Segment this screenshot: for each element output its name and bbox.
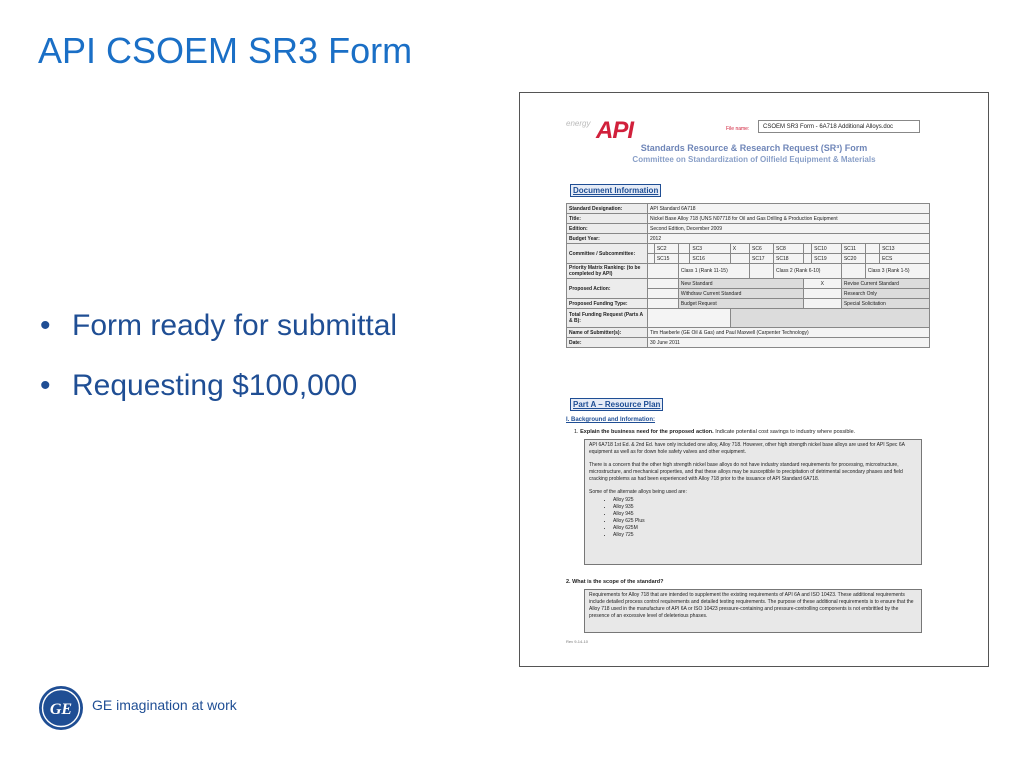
table-label: Proposed Funding Type:	[567, 299, 648, 309]
answer-paragraph: Some of the alternate alloys being used are:	[589, 489, 687, 495]
committee-cell: SC19	[812, 254, 842, 264]
committee-check	[865, 244, 879, 254]
committee-cell: SC3	[690, 244, 730, 254]
table-label: Name of Submitter(s):	[567, 328, 648, 338]
table-value: Tim Haeberle (GE Oil & Gas) and Paul Maxwell (Carpenter Technology)	[648, 328, 930, 338]
committee-cell: SC17	[750, 254, 774, 264]
action-new-standard: New Standard	[678, 279, 803, 289]
total-funding-value	[648, 309, 731, 328]
committee-cell: SC2	[654, 244, 678, 254]
ge-logo-text: GE	[49, 701, 73, 718]
priority-check	[648, 264, 679, 279]
bullet-item	[40, 296, 397, 356]
table-label: Date:	[567, 338, 648, 348]
question-2: 2. What is the scope of the standard?	[566, 579, 664, 585]
table-row	[567, 328, 930, 338]
table-value: Nickel Base Alloy 718 (UNS N07718 for Oil and Gas Drilling & Production Equipment	[648, 214, 930, 224]
table-value: Second Edition, December 2009	[648, 224, 930, 234]
question-1-rest: Indicate potential cost savings to industry where possible.	[715, 429, 856, 435]
committee-cell: SC20	[841, 254, 865, 264]
priority-class-2: Class 2 (Rank 6-10)	[774, 264, 842, 279]
funding-special: Special Solicitation	[841, 299, 929, 309]
committee-check	[678, 244, 690, 254]
answer-paragraph: There is a concern that the other high strength nickel base alloys do not have industry standard requirements for processing, microstructure, microstructure, and mechanical properties, and that these alloys may be susceptible to precipitation of detrimental secondary phases and field cracking problems as had been experienced with Alloy 718 prior to the issuance of API Standard 6A718.	[589, 462, 903, 482]
list-item: • Alloy 725	[613, 532, 917, 539]
answer-1-box	[584, 439, 922, 565]
committee-check	[648, 244, 655, 254]
table-label: Priority Matrix Ranking: (to be completed by API)	[567, 264, 648, 279]
action-research: Research Only	[841, 289, 929, 299]
bullet-text: Form ready for submittal	[72, 309, 398, 342]
table-row	[567, 224, 930, 234]
priority-check	[841, 264, 865, 279]
question-1-bold: Explain the business need for the proposed action.	[580, 429, 714, 435]
action-revise: Revise Current Standard	[841, 279, 929, 289]
background-heading: I. Background and Information:	[566, 417, 656, 423]
committee-cell: SC6	[750, 244, 774, 254]
document-info-table	[566, 203, 930, 348]
action-check	[803, 289, 841, 299]
committee-check	[803, 254, 811, 264]
table-row	[567, 309, 930, 328]
answer-2-box: Requirements for Alloy 718 that are intended to supplement the existing requirements of API 6A and ISO 10423. These additional requirements include detailed process control requirements and detailed testing requirements. The purpose of these additional requirements is to ensure that the Alloy 718 used in the manufacture of API 6A or ISO 10423 pressure-containing and pressure-controlling components is not embrittled by the presence of an excessive level of deleterious phases.	[584, 589, 922, 633]
table-label: Budget Year:	[567, 234, 648, 244]
total-funding-blank	[730, 309, 929, 328]
priority-class-1: Class 1 (Rank 11-15)	[678, 264, 749, 279]
table-row	[567, 214, 930, 224]
priority-check	[750, 264, 774, 279]
table-row	[567, 244, 930, 254]
api-logo: API	[596, 117, 634, 144]
table-label: Title:	[567, 214, 648, 224]
bullet-text: Requesting $100,000	[72, 369, 358, 402]
committee-check	[730, 254, 749, 264]
committee-cell: SC18	[774, 254, 804, 264]
ge-logo-icon	[38, 685, 84, 731]
bullet-dot: •	[40, 309, 51, 342]
committee-cell: ECS	[880, 254, 930, 264]
committee-check	[678, 254, 690, 264]
bullet-list	[40, 296, 397, 416]
committee-cell: SC13	[880, 244, 930, 254]
list-item: • Alloy 945	[613, 511, 917, 518]
table-value: 30 June 2011	[648, 338, 930, 348]
action-check-marked: X	[803, 279, 841, 289]
action-check	[648, 279, 679, 289]
slide-title: API CSOEM SR3 Form	[38, 30, 413, 71]
file-name-label: File name:	[726, 126, 750, 132]
energy-label: energy	[566, 119, 591, 128]
form-subtitle: Committee on Standardization of Oilfield Equipment & Materials	[632, 155, 876, 164]
funding-check	[648, 299, 679, 309]
table-label: Total Funding Request (Parts A & B):	[567, 309, 648, 328]
revision-label: Rev 9-14-10	[566, 639, 589, 644]
funding-budget: Budget Request	[678, 299, 803, 309]
sr3-form-document	[519, 92, 989, 667]
committee-check	[865, 254, 879, 264]
table-value: 2012	[648, 234, 930, 244]
list-item: • Alloy 625M	[613, 525, 917, 532]
table-label: Proposed Action:	[567, 279, 648, 299]
list-item: • Alloy 925	[613, 497, 917, 504]
committee-check	[803, 244, 811, 254]
committee-check-marked: X	[730, 244, 749, 254]
ge-tagline: GE imagination at work	[92, 697, 237, 713]
file-name-box: CSOEM SR3 Form - 6A718 Additional Alloys.doc	[758, 120, 920, 133]
committee-cell: SC10	[812, 244, 842, 254]
part-a-heading: Part A – Resource Plan	[570, 398, 663, 411]
question-number: 1.	[574, 429, 579, 435]
table-label: Edition:	[567, 224, 648, 234]
table-label: Committee / Subcommittee:	[567, 244, 648, 264]
bullet-dot: •	[40, 369, 51, 402]
committee-cell: SC11	[841, 244, 865, 254]
table-label: Standard Designation:	[567, 204, 648, 214]
committee-cell: SC8	[774, 244, 804, 254]
bullet-item	[40, 356, 397, 416]
answer-paragraph: API 6A718 1st Ed. & 2nd Ed. have only included one alloy, Alloy 718. However, other high strength nickel base alloys are used for API Spec 6A equipment as well as for down hole safety valves and other equipment.	[589, 442, 905, 455]
table-value: API Standard 6A718	[648, 204, 930, 214]
committee-check	[648, 254, 655, 264]
committee-cell: SC16	[690, 254, 730, 264]
list-item: • Alloy 935	[613, 504, 917, 511]
table-row	[567, 279, 930, 289]
table-row	[567, 264, 930, 279]
priority-class-3: Class 3 (Rank 1-5)	[865, 264, 929, 279]
action-withdraw: Withdraw Current Standard	[678, 289, 803, 299]
table-row	[567, 204, 930, 214]
alloy-list	[589, 497, 917, 539]
table-row	[567, 299, 930, 309]
list-item: • Alloy 625 Plus	[613, 518, 917, 525]
document-information-heading: Document Information	[570, 184, 661, 197]
table-row	[567, 338, 930, 348]
action-check	[648, 289, 679, 299]
form-title: Standards Resource & Research Request (SR³) Form	[640, 143, 868, 153]
table-row	[567, 234, 930, 244]
committee-cell: SC15	[654, 254, 678, 264]
funding-check	[803, 299, 841, 309]
question-1	[574, 429, 855, 435]
